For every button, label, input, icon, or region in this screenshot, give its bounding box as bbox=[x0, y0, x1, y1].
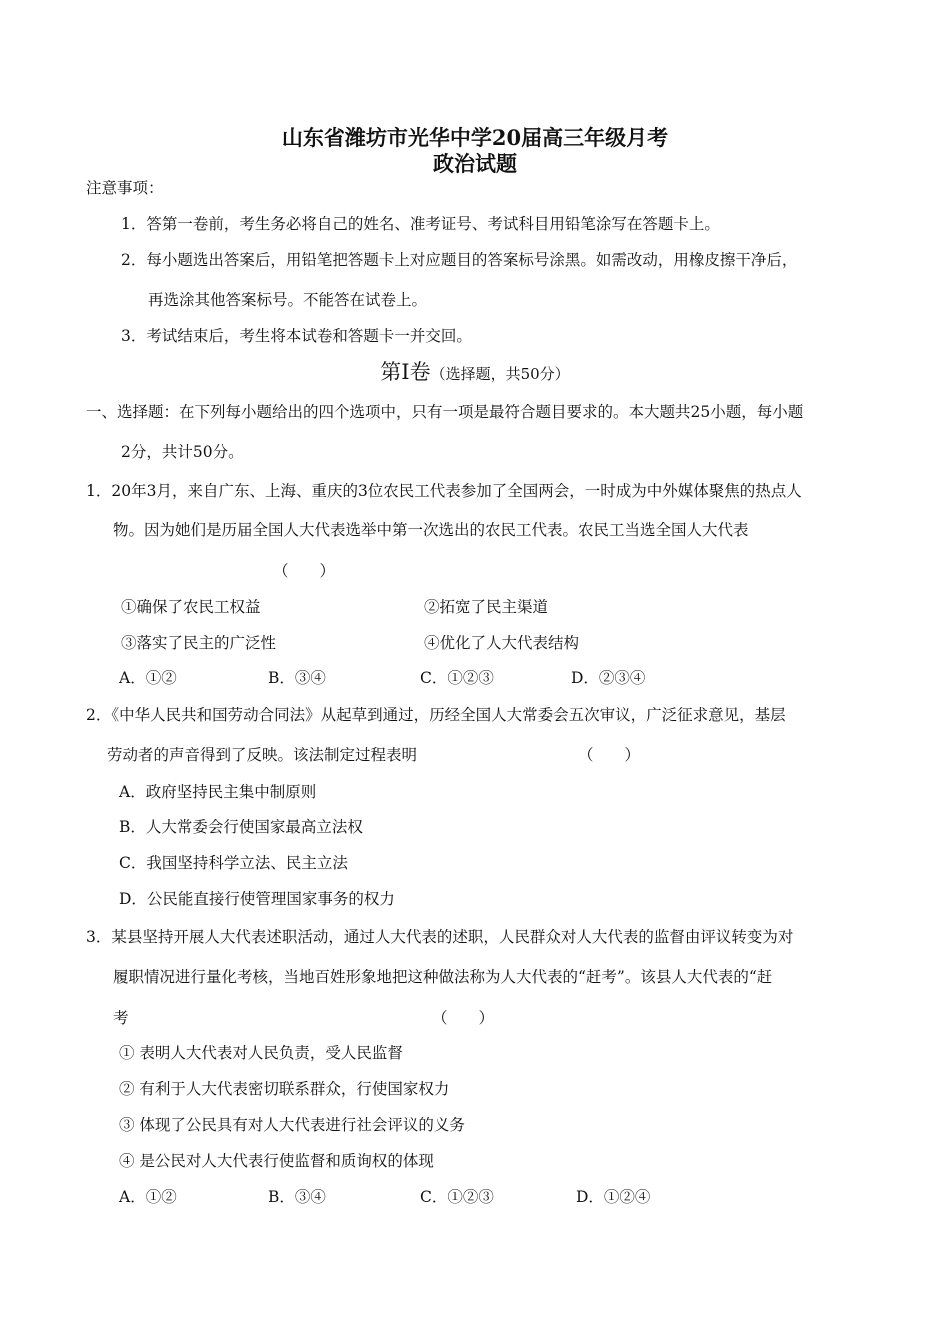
statement: ④优化了人大代表结构 bbox=[424, 634, 580, 652]
section-note: （选择题，共50分） bbox=[430, 365, 570, 383]
notice-item: 3．考试结束后，考生将本试卷和答题卡一并交回。 bbox=[121, 327, 472, 345]
exam-title: 山东省潍坊市光华中学20届高三年级月考 bbox=[281, 125, 669, 150]
instructions-line: 2分，共计50分。 bbox=[121, 443, 244, 461]
statement: ①确保了农民工权益 bbox=[121, 598, 261, 616]
question-3-stem: 3．某县坚持开展人大代表述职活动，通过人大代表的述职，人民群众对人大代表的监督由评议转变为对 bbox=[86, 928, 794, 946]
section-title: 第Ⅰ卷 bbox=[380, 360, 431, 384]
question-2-stem: 劳动者的声音得到了反映。该法制定过程表明 bbox=[107, 746, 418, 764]
option-c: C．我国坚持科学立法、民主立法 bbox=[119, 854, 348, 872]
option-d: D．②③④ bbox=[571, 669, 646, 687]
statement: ④ 是公民对人大代表行使监督和质询权的体现 bbox=[119, 1152, 434, 1170]
notice-item: 1．答第一卷前，考生务必将自己的姓名、准考证号、考试科目用铅笔涂写在答题卡上。 bbox=[121, 215, 720, 233]
option-d: D．公民能直接行使管理国家事务的权力 bbox=[119, 890, 395, 908]
statement: ②拓宽了民主渠道 bbox=[424, 598, 549, 616]
statement: ② 有利于人大代表密切联系群众，行使国家权力 bbox=[119, 1080, 450, 1098]
option-a: A．政府坚持民主集中制原则 bbox=[119, 783, 317, 801]
option-c: C．①②③ bbox=[420, 669, 494, 687]
option-b: B．人大常委会行使国家最高立法权 bbox=[119, 818, 363, 836]
option-d: D．①②④ bbox=[576, 1188, 651, 1206]
option-b: B．③④ bbox=[268, 669, 326, 687]
statement: ③落实了民主的广泛性 bbox=[121, 634, 277, 652]
option-b: B．③④ bbox=[268, 1188, 326, 1206]
question-3-stem: 履职情况进行量化考核，当地百姓形象地把这种做法称为人大代表的“赶考”。该县人大代表的“赶 bbox=[113, 968, 773, 986]
answer-blank: （ ） bbox=[273, 562, 336, 580]
instructions-line: 一、选择题：在下列每小题给出的四个选项中，只有一项是最符合题目要求的。本大题共25小题，每小题 bbox=[86, 403, 804, 421]
question-1-stem: 1．20年3月，来自广东、上海、重庆的3位农民工代表参加了全国两会，一时成为中外媒体聚焦的热点人 bbox=[86, 482, 802, 500]
notice-item: 再选涂其他答案标号。不能答在试卷上。 bbox=[148, 291, 428, 309]
question-2-stem: 2．《中华人民共和国劳动合同法》从起草到通过，历经全国人大常委会五次审议，广泛征求意见，基层 bbox=[86, 706, 786, 724]
question-1-stem: 物。因为她们是历届全国人大代表选举中第一次选出的农民工代表。农民工当选全国人大代表 bbox=[113, 521, 749, 539]
option-c: C．①②③ bbox=[420, 1188, 494, 1206]
notice-heading: 注意事项： bbox=[86, 179, 164, 197]
answer-blank: （ ） bbox=[432, 1009, 495, 1027]
answer-blank: （ ） bbox=[578, 746, 641, 764]
notice-item: 2．每小题选出答案后，用铅笔把答题卡上对应题目的答案标号涂黑。如需改动，用橡皮擦干净后， bbox=[121, 251, 798, 269]
statement: ③ 体现了公民具有对人大代表进行社会评议的义务 bbox=[119, 1116, 465, 1134]
question-3-stem: 考 bbox=[113, 1009, 129, 1027]
statement: ① 表明人大代表对人民负责，受人民监督 bbox=[119, 1044, 403, 1062]
section-heading bbox=[0, 360, 950, 386]
option-a: A．①② bbox=[119, 1188, 177, 1206]
option-a: A．①② bbox=[119, 669, 177, 687]
exam-subtitle: 政治试题 bbox=[433, 151, 517, 176]
